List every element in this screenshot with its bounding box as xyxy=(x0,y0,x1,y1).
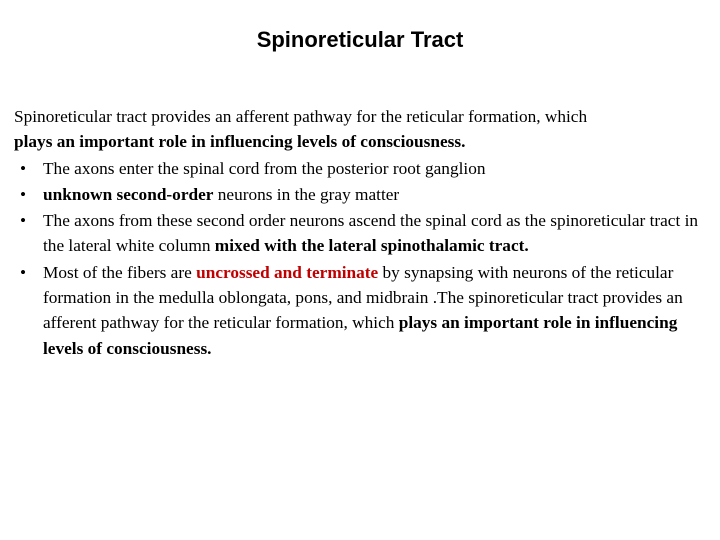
intro-paragraph xyxy=(14,104,714,155)
bullet-2-bold: unknown second-order xyxy=(43,184,214,204)
bullet-item-4 xyxy=(14,260,714,361)
bullet-list xyxy=(14,156,714,361)
bullet-item-3 xyxy=(14,208,714,259)
bullet-4-text-before: Most of the fibers are xyxy=(43,262,197,282)
bullet-4-red-text: uncrossed and terminate xyxy=(196,262,379,282)
bullet-icon: • xyxy=(19,211,27,231)
bullet-4-bold: plays an important role in influencing levels of consciousness. xyxy=(43,313,678,358)
intro-bold-text: plays an important role in influencing levels of consciousness. xyxy=(14,132,466,152)
bullet-icon: • xyxy=(19,262,27,282)
bullet-3-bold: mixed with the lateral spinothalamic tract. xyxy=(214,236,529,256)
bullet-3-text: The axons from these second order neurons ascend the spinal cord as the spinoreticular tract in the lateral white column xyxy=(43,211,699,256)
bullet-2-text: neurons in the gray matter xyxy=(213,184,400,204)
intro-text: Spinoreticular tract provides an afferent pathway for the reticular formation, which xyxy=(14,107,588,126)
bullet-4-text-after: by synapsing with neurons of the reticular formation in the medulla oblongata, pons, and midbrain .The spinoreticular tract provides an afferent pathway for the reticular formation, which xyxy=(43,262,683,333)
bullet-1-text: The axons enter the spinal cord from the posterior root ganglion xyxy=(43,158,486,178)
bullet-item-1 xyxy=(14,156,714,181)
slide-content xyxy=(14,104,714,362)
bullet-icon: • xyxy=(19,184,27,204)
bullet-icon: • xyxy=(19,158,27,178)
slide-title: Spinoreticular Tract xyxy=(256,27,464,52)
bullet-item-2 xyxy=(14,182,714,207)
